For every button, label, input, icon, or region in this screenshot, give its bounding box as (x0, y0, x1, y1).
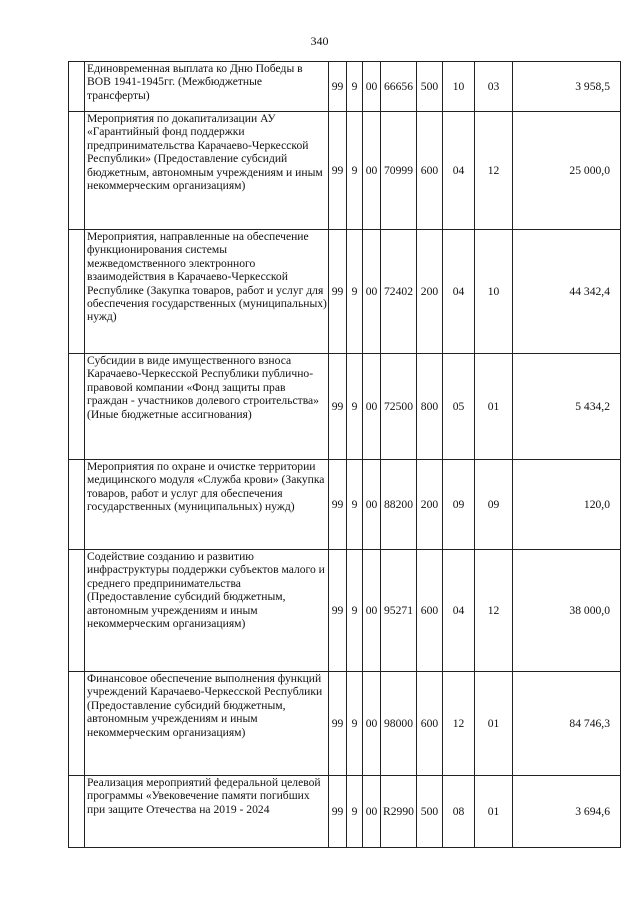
expense-type-code: 600 (417, 550, 443, 672)
empty-cell (69, 672, 85, 776)
empty-cell (69, 62, 85, 112)
page-number: 340 (310, 34, 329, 48)
expense-type-code: 500 (417, 62, 443, 112)
program-code: 99 (329, 62, 347, 112)
expense-type-code: 800 (417, 354, 443, 460)
section-code: 04 (443, 550, 475, 672)
amount: 25 000,0 (513, 112, 621, 230)
program-code: 99 (329, 460, 347, 550)
table-row (69, 230, 621, 354)
amount: 84 746,3 (513, 672, 621, 776)
target-code: 98000 (381, 672, 417, 776)
item-name: Субсидии в виде имущественного взноса Карачаево-Черкесской Республики публично-правовой компании «Фонд защиты прав граждан - участников долевого строительства» (Иные бюджетные ассигнования) (85, 354, 329, 460)
program-code: 99 (329, 776, 347, 848)
target-code: 88200 (381, 460, 417, 550)
section-code: 05 (443, 354, 475, 460)
target-code: 72402 (381, 230, 417, 354)
amount: 3 694,6 (513, 776, 621, 848)
expense-type-code: 200 (417, 460, 443, 550)
subprogram-code: 9 (347, 460, 363, 550)
subsection-code: 01 (475, 672, 513, 776)
empty-cell (69, 354, 85, 460)
budget-table (68, 61, 621, 848)
section-code: 04 (443, 230, 475, 354)
table-row (69, 62, 621, 112)
expense-type-code: 600 (417, 112, 443, 230)
expense-type-code: 200 (417, 230, 443, 354)
table-row (69, 550, 621, 672)
empty-cell (69, 230, 85, 354)
target-code: 70999 (381, 112, 417, 230)
item-name: Мероприятия, направленные на обеспечение функционирования системы межведомственного электронного взаимодействия в Карачаево-Черкесской Республике (Закупка товаров, работ и услуг для обеспечения государственных (муниципальных) нужд) (85, 230, 329, 354)
amount: 5 434,2 (513, 354, 621, 460)
target-code: 72500 (381, 354, 417, 460)
empty-cell (69, 460, 85, 550)
program-code: 99 (329, 672, 347, 776)
amount: 44 342,4 (513, 230, 621, 354)
table-row (69, 354, 621, 460)
direction-code: 00 (363, 112, 381, 230)
table-row (69, 112, 621, 230)
subsection-code: 09 (475, 460, 513, 550)
subprogram-code: 9 (347, 230, 363, 354)
direction-code: 00 (363, 672, 381, 776)
target-code: 95271 (381, 550, 417, 672)
subsection-code: 01 (475, 776, 513, 848)
direction-code: 00 (363, 62, 381, 112)
section-code: 10 (443, 62, 475, 112)
section-code: 09 (443, 460, 475, 550)
item-name: Единовременная выплата ко Дню Победы в ВОВ 1941-1945гг. (Межбюджетные трансферты) (85, 62, 329, 112)
amount: 120,0 (513, 460, 621, 550)
direction-code: 00 (363, 354, 381, 460)
table-row (69, 672, 621, 776)
direction-code: 00 (363, 230, 381, 354)
item-name: Реализация мероприятий федеральной целевой программы «Увековечение памяти погибших при защите Отечества на 2019 - 2024 (85, 776, 329, 848)
program-code: 99 (329, 230, 347, 354)
subprogram-code: 9 (347, 354, 363, 460)
table-body (69, 62, 621, 848)
subprogram-code: 9 (347, 112, 363, 230)
program-code: 99 (329, 354, 347, 460)
amount: 3 958,5 (513, 62, 621, 112)
subsection-code: 01 (475, 354, 513, 460)
direction-code: 00 (363, 550, 381, 672)
subprogram-code: 9 (347, 672, 363, 776)
item-name: Финансовое обеспечение выполнения функций учреждений Карачаево-Черкесской Республики (Предоставление субсидий бюджетным, автономным учреждениям и иным некоммерческим организациям) (85, 672, 329, 776)
subsection-code: 10 (475, 230, 513, 354)
program-code: 99 (329, 112, 347, 230)
target-code: R2990 (381, 776, 417, 848)
empty-cell (69, 112, 85, 230)
subprogram-code: 9 (347, 776, 363, 848)
item-name: Мероприятия по охране и очистке территории медицинского модуля «Служба крови» (Закупка товаров, работ и услуг для обеспечения государственных (муниципальных) нужд) (85, 460, 329, 550)
subsection-code: 12 (475, 112, 513, 230)
table-row (69, 776, 621, 848)
empty-cell (69, 776, 85, 848)
expense-type-code: 600 (417, 672, 443, 776)
program-code: 99 (329, 550, 347, 672)
target-code: 66656 (381, 62, 417, 112)
subprogram-code: 9 (347, 62, 363, 112)
subsection-code: 03 (475, 62, 513, 112)
item-name: Содействие созданию и развитию инфраструктуры поддержки субъектов малого и среднего предпринимательства (Предоставление субсидий бюджетным, автономным учреждениям и иным некоммерческим организациям) (85, 550, 329, 672)
table-row (69, 460, 621, 550)
subprogram-code: 9 (347, 550, 363, 672)
section-code: 08 (443, 776, 475, 848)
item-name: Мероприятия по докапитализации АУ «Гарантийный фонд поддержки предпринимательства Карачаево-Черкесской Республики» (Предоставление субсидий бюджетным, автономным учреждениям и иным некоммерческим организациям) (85, 112, 329, 230)
section-code: 04 (443, 112, 475, 230)
section-code: 12 (443, 672, 475, 776)
direction-code: 00 (363, 460, 381, 550)
expense-type-code: 500 (417, 776, 443, 848)
direction-code: 00 (363, 776, 381, 848)
amount: 38 000,0 (513, 550, 621, 672)
empty-cell (69, 550, 85, 672)
subsection-code: 12 (475, 550, 513, 672)
